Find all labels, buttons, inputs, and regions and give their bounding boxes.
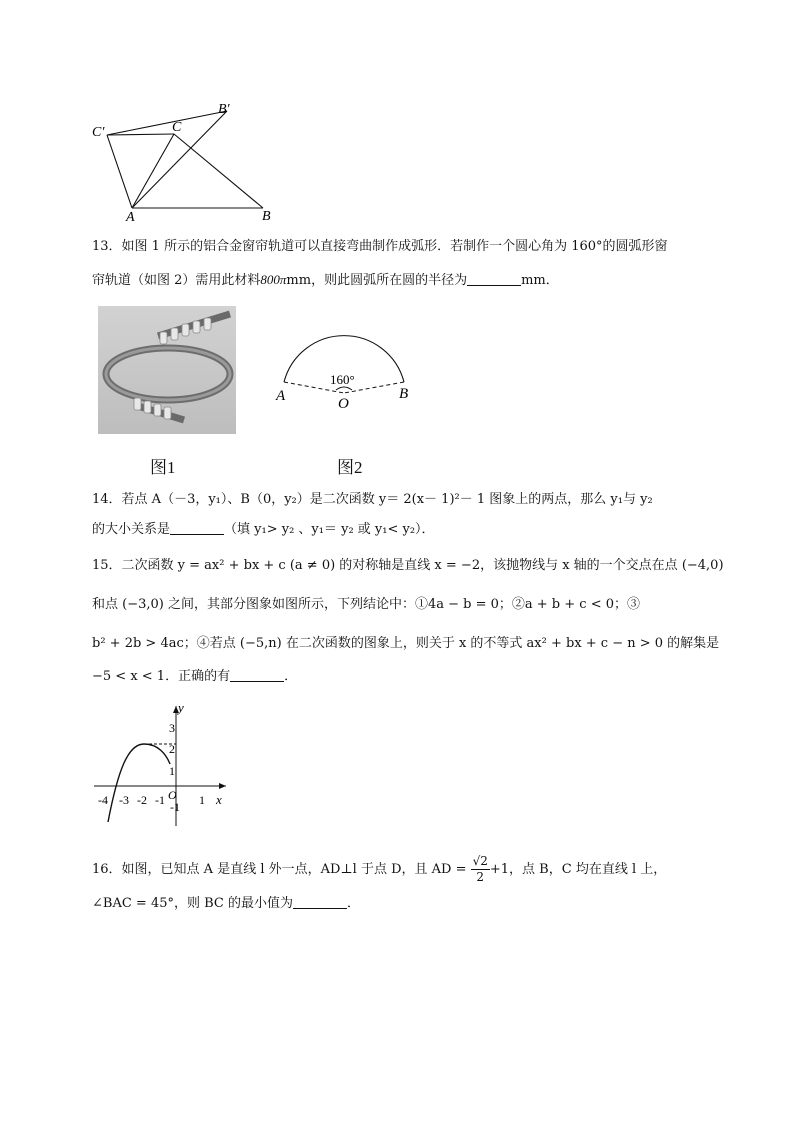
q13-line-1: 13．如图 1 所示的铝合金窗帘轨道可以直接弯曲制作成弧形．若制作一个圆心角为 160°的圆弧形窗 bbox=[92, 239, 668, 254]
q15-line-2: 和点 (−3,0) 之间，其部分图象如图所示，下列结论中：①4a − b = 0；②a + b + c < 0；③ bbox=[92, 597, 640, 612]
graph-origin-label: O bbox=[168, 788, 177, 802]
q15-text-a: −5 < x < 1．正确的有 bbox=[92, 669, 231, 684]
q14-answer-blank[interactable] bbox=[170, 520, 224, 535]
q16-text-a: 16．如图，已知点 A 是直线 l 外一点，AD⊥l 于点 D，且 AD = bbox=[92, 862, 471, 877]
q13-answer-blank[interactable] bbox=[467, 271, 521, 286]
q16-line-1 bbox=[92, 854, 666, 885]
arc-label-o: O bbox=[338, 396, 349, 412]
q16-fraction bbox=[471, 854, 490, 885]
q14-line-2 bbox=[92, 520, 435, 540]
label-c: C bbox=[172, 120, 182, 135]
q16-text-b: +1，点 B，C 均在直线 l 上， bbox=[489, 862, 667, 877]
curtain-rail-photo bbox=[98, 306, 236, 434]
figure-2-caption: 图2 bbox=[337, 458, 363, 477]
q16-line-2 bbox=[92, 894, 360, 914]
triangle-figure bbox=[88, 98, 288, 226]
q14-line-1: 14．若点 A（－3，y₁）、B（0，y₂）是二次函数 y＝ 2(x－ 1)²－ 1 图象上的两点，那么 y₁与 y₂ bbox=[92, 492, 653, 507]
q15-line-3: b² + 2b > 4ac；④若点 (−5,n) 在二次函数的图象上，则关于 x 的不等式 ax² + bx + c − n > 0 的解集是 bbox=[92, 636, 720, 651]
label-b-prime: B′ bbox=[218, 102, 230, 117]
q16-answer-blank[interactable] bbox=[293, 894, 347, 909]
graph-x-tick-neg2: -2 bbox=[137, 793, 147, 807]
q16-text-d: ． bbox=[347, 896, 361, 911]
q13-line-2 bbox=[92, 270, 559, 291]
graph-y-tick-3: 3 bbox=[169, 721, 175, 735]
arc-label-a: A bbox=[276, 388, 286, 404]
graph-x-label: x bbox=[216, 792, 222, 807]
q16-text-c: ∠BAC = 45°，则 BC 的最小值为 bbox=[92, 896, 293, 911]
arc-figure bbox=[268, 300, 428, 412]
figure-1-caption: 图1 bbox=[150, 458, 176, 477]
arc-label-b: B bbox=[399, 386, 409, 402]
q13-text-a: 帘轨道（如图 2）需用此材料 bbox=[92, 273, 261, 288]
label-a: A bbox=[126, 210, 135, 225]
graph-y-tick-neg1: -1 bbox=[170, 800, 180, 814]
graph-x-tick-1: 1 bbox=[199, 793, 205, 807]
graph-x-tick-neg1: -1 bbox=[155, 793, 165, 807]
q14-text-a: 的大小关系是 bbox=[92, 522, 171, 537]
arc-angle-label: 160° bbox=[330, 372, 355, 387]
q13-text-c: mm． bbox=[521, 273, 559, 288]
graph-y-tick-1: 1 bbox=[169, 764, 175, 778]
graph-y-label: y bbox=[178, 700, 184, 715]
parabola-graph bbox=[92, 700, 232, 830]
q14-text-b: （填 y₁> y₂ 、y₁＝ y₂ 或 y₁< y₂）． bbox=[224, 522, 435, 537]
q15-line-1: 15．二次函数 y = ax² + bx + c (a ≠ 0) 的对称轴是直线 x = −2，该抛物线与 x 轴的一个交点在点 (−4,0) bbox=[92, 558, 724, 573]
q15-answer-blank[interactable] bbox=[230, 667, 284, 682]
graph-x-tick-neg4: -4 bbox=[98, 793, 108, 807]
q15-text-b: ． bbox=[284, 669, 298, 684]
label-b: B bbox=[262, 209, 271, 224]
q15-line-4 bbox=[92, 667, 297, 687]
graph-y-tick-2: 2 bbox=[169, 742, 175, 756]
q13-text-b: mm，则此圆弧所在圆的半径为 bbox=[286, 273, 468, 288]
q16-fraction-denominator: 2 bbox=[476, 870, 485, 884]
q13-material-length: 800π bbox=[260, 272, 287, 287]
q16-fraction-numerator: √2 bbox=[472, 854, 488, 868]
graph-x-tick-neg3: -3 bbox=[119, 793, 129, 807]
label-c-prime: C′ bbox=[92, 125, 105, 140]
